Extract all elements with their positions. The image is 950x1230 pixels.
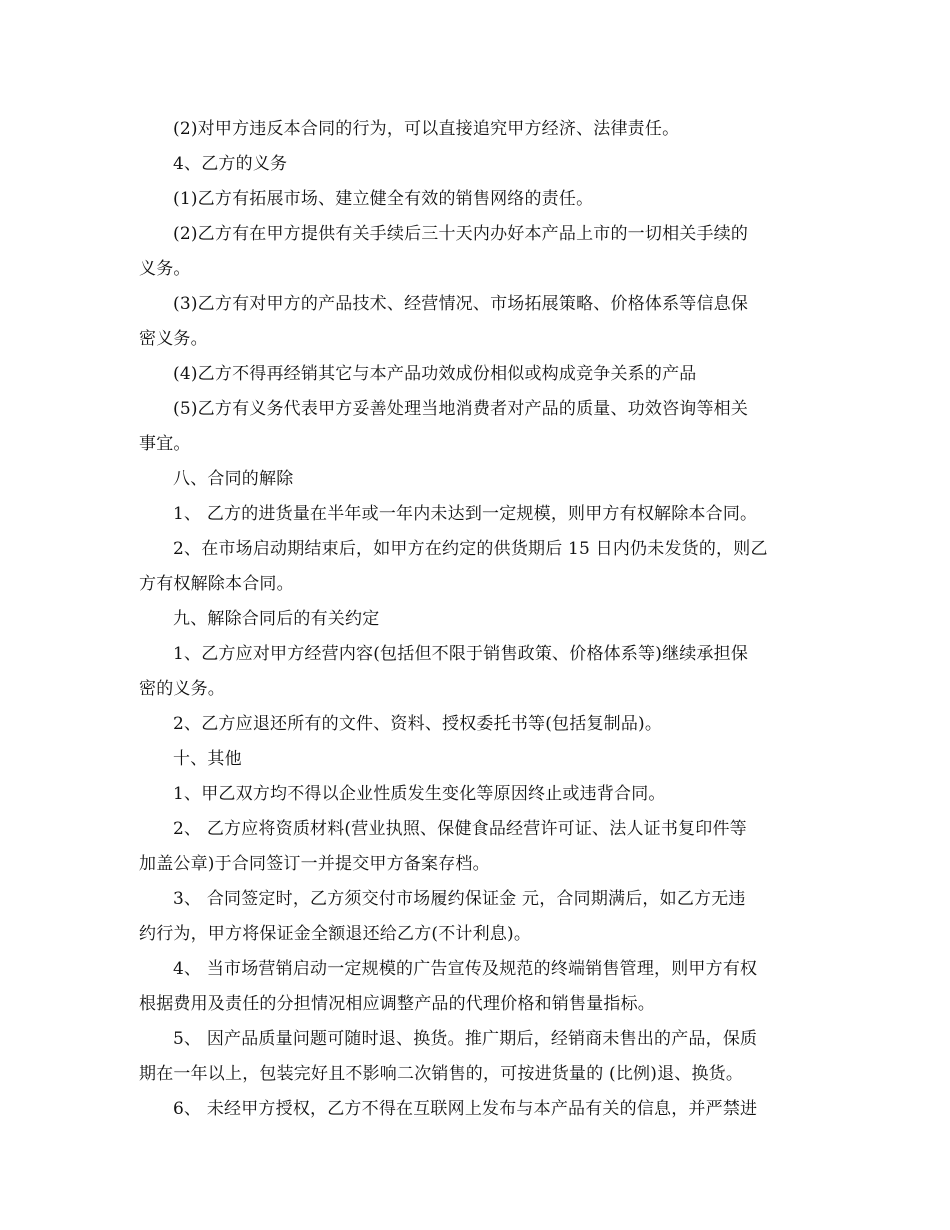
paragraph-line: (2)乙方有在甲方提供有关手续后三十天内办好本产品上市的一切相关手续的 [173, 224, 749, 244]
section-heading: 八、合同的解除 [173, 469, 294, 489]
paragraph-line: 5、 因产品质量问题可随时退、换货。推广期后，经销商未售出的产品，保质 [173, 1029, 758, 1049]
paragraph-line: 方有权解除本合同。 [139, 574, 294, 594]
paragraph-line: (4)乙方不得再经销其它与本产品功效成份相似或构成竞争关系的产品 [173, 364, 697, 384]
paragraph-line: 密义务。 [139, 329, 208, 349]
paragraph-line: 期在一年以上，包装完好且不影响二次销售的，可按进货量的 (比例)退、换货。 [139, 1064, 744, 1084]
paragraph-line: (1)乙方有拓展市场、建立健全有效的销售网络的责任。 [173, 189, 594, 209]
paragraph-line: 1、 乙方的进货量在半年或一年内未达到一定规模，则甲方有权解除本合同。 [173, 504, 758, 524]
paragraph-line: 加盖公章)于合同签订一并提交甲方备案存档。 [139, 854, 490, 874]
paragraph-line: 3、 合同签定时，乙方须交付市场履约保证金 元，合同期满后，如乙方无违 [173, 889, 746, 909]
paragraph-line: (3)乙方有对甲方的产品技术、经营情况、市场拓展策略、价格体系等信息保 [173, 294, 749, 314]
paragraph-line: 4、 当市场营销启动一定规模的广告宣传及规范的终端销售管理，则甲方有权 [173, 959, 758, 979]
paragraph-line: 2、乙方应退还所有的文件、资料、授权委托书等(包括复制品)。 [173, 714, 663, 734]
section-heading: 九、解除合同后的有关约定 [173, 609, 380, 629]
paragraph-line: 密的义务。 [139, 679, 225, 699]
paragraph-line: 事宜。 [139, 434, 191, 454]
paragraph-line: 约行为，甲方将保证金全额退还给乙方(不计利息)。 [139, 924, 532, 944]
section-heading: 4、乙方的义务 [173, 154, 288, 174]
paragraph-line: 2、 乙方应将资质材料(营业执照、保健食品经营许可证、法人证书复印件等 [173, 819, 747, 839]
paragraph-line: 义务。 [139, 259, 191, 279]
section-heading: 十、其他 [173, 749, 242, 769]
paragraph-line: (2)对甲方违反本合同的行为，可以直接追究甲方经济、法律责任。 [173, 119, 680, 139]
paragraph-line: (5)乙方有义务代表甲方妥善处理当地消费者对产品的质量、功效咨询等相关 [173, 399, 749, 419]
paragraph-line: 根据费用及责任的分担情况相应调整产品的代理价格和销售量指标。 [139, 994, 655, 1014]
paragraph-line: 6、 未经甲方授权，乙方不得在互联网上发布与本产品有关的信息，并严禁进 [173, 1099, 758, 1119]
paragraph-line: 1、乙方应对甲方经营内容(包括但不限于销售政策、价格体系等)继续承担保 [173, 644, 749, 664]
paragraph-line: 2、在市场启动期结束后，如甲方在约定的供货期后 15 日内仍未发货的，则乙 [173, 539, 768, 559]
paragraph-line: 1、甲乙双方均不得以企业性质发生变化等原因终止或违背合同。 [173, 784, 666, 804]
